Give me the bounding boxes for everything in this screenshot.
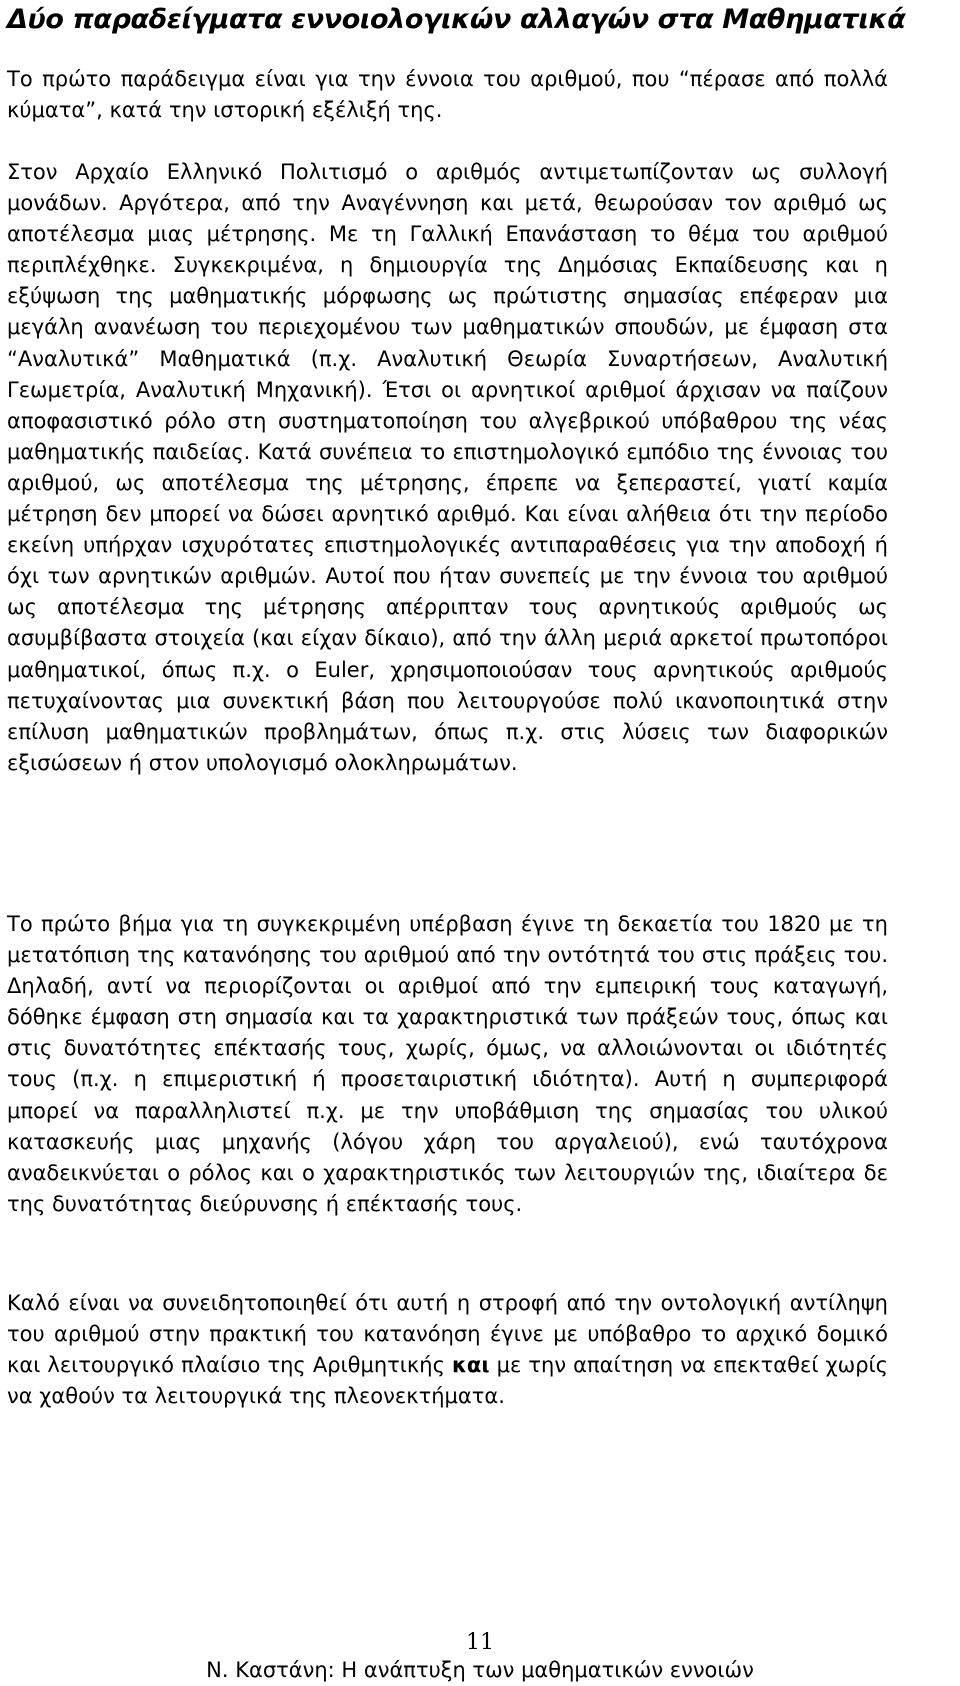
paragraph-4-text-start: Καλό είναι να συνειδητοποιηθεί ότι αυτή η στροφή από την οντολογική αντίληψη του αριθμού στην πρακτική του κατανόηση έγινε με υπόβαθρο το αρχικό δομικό και λειτουργικό πλαίσιο της Αριθμητικής: [7, 1291, 888, 1378]
paragraph-2: Στον Αρχαίο Ελληνικό Πολιτισμό ο αριθμός αντιμετωπίζονταν ως συλλογή μονάδων. Αργότερα, από την Αναγέννηση και μετά, θεωρούσαν τον αριθμό ως αποτέλεσμα μιας μέτρησης. Με τη Γαλλική Επανάσταση το θέμα του αριθμού περιπλέχθηκε. Συγκεκριμένα, η δημιουργία της Δημόσιας Εκπαίδευσης και η εξύψωση της μαθηματικής μόρφωσης ως πρώτιστης σημασίας επέφεραν μια μεγάλη ανανέωση του περιεχομένου των μαθηματικών σπουδών, με έμφαση στα “Αναλυτικά” Μαθηματικά (π.χ. Αναλυτική Θεωρία Συναρτήσεων, Αναλυτική Γεωμετρία, Αναλυτική Μηχανική). Έτσι οι αρνητικοί αριθμοί άρχισαν να παίζουν αποφασιστικό ρόλο στη συστηματοποίηση του αλγεβρικού υπόβαθρου της νέας μαθηματικής παιδείας. Κατά συνέπεια το επιστημολογικό εμπόδιο της έννοιας του αριθμού, ως αποτέλεσμα της μέτρησης, έπρεπε να ξεπεραστεί, γιατί καμία μέτρηση δεν μπορεί να δώσει αρνητικό αριθμό. Και είναι αλήθεια ότι την περίοδο εκείνη υπήρχαν ισχυρότατες επιστημολογικές αντιπαραθέσεις για την αποδοχή ή όχι των αρνητικών αριθμών. Αυτοί που ήταν συνεπείς με την έννοια του αριθμού ως αποτέλεσμα της μέτρησης απέρριπταν τους αρνητικούς αριθμούς ως ασυμβίβαστα στοιχεία (και είχαν δίκαιο), από την άλλη μεριά αρκετοί πρωτοπόροι μαθηματικοί, όπως π.χ. ο Euler, χρησιμοποιούσαν τους αρνητικούς αριθμούς πετυχαίνοντας μια συνεκτική βάση που λειτουργούσε πολύ ικανοποιητικά στην επίλυση μαθηματικών προβλημάτων, όπως π.χ. στις λύσεις των διαφορικών εξισώσεων ή στον υπολογισμό ολοκληρωμάτων.: [7, 160, 888, 775]
paragraph-3: Το πρώτο βήμα για τη συγκεκριμένη υπέρβαση έγινε τη δεκαετία του 1820 με τη μετατόπιση της κατανόησης του αριθμού από την οντότητά του στις πράξεις του. Δηλαδή, αντί να περιορίζονται οι αριθμοί από την εμπειρική τους καταγωγή, δόθηκε έμφαση στη σημασία και τα χαρακτηριστικά των πράξεών τους, όπως και στις δυνατότητες επέκτασής τους, χωρίς, όμως, να αλλοιώνονται οι ιδιότητές τους (π.χ. η επιμεριστική ή προσεταιριστική ιδιότητα). Αυτή η συμπεριφορά μπορεί να παραλληλιστεί π.χ. με την υποβάθμιση της σημασίας του υλικού κατασκευής μιας μηχανής (λόγου χάρη του αργαλειού), ενώ ταυτόχρονα αναδεικνύεται ο ρόλος και ο χαρακτηριστικός των λειτουργιών της, ιδιαίτερα δε της δυνατότητας διεύρυνσης ή επέκτασής τους.: [7, 912, 888, 1216]
paragraph-4-text-end: με την απαίτηση να επεκταθεί χωρίς να χαθούν τα λειτουργικά της πλεονεκτήματα.: [7, 1353, 888, 1409]
paragraph-4: [7, 1288, 888, 1412]
page-footer: Ν. Καστάνη: Η ανάπτυξη των μαθηματικών εννοιών: [206, 1658, 754, 1682]
paragraph-1: Το πρώτο παράδειγμα είναι για την έννοια του αριθμού, που “πέρασε από πολλά κύματα”, κατά την ιστορική εξέλιξή της.: [7, 67, 888, 123]
page-title: Δύο παραδείγματα εννοιολογικών αλλαγών στα Μαθηματικά: [7, 4, 906, 35]
paragraph-4-emphasis: και: [452, 1353, 490, 1378]
page-number: 11: [466, 1630, 494, 1655]
